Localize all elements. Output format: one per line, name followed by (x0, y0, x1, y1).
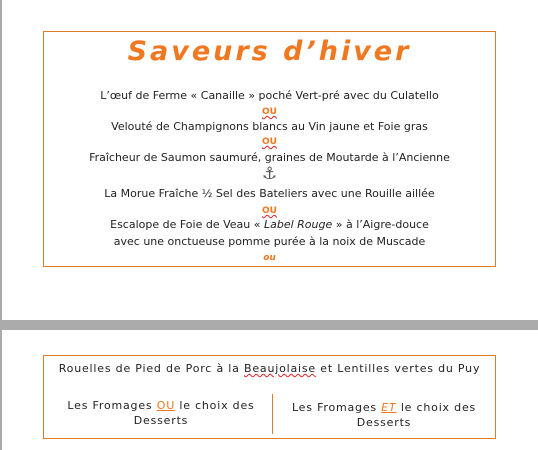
foie-veau-text-c: » à l’Aigre-douce (332, 218, 429, 231)
column-divider (272, 394, 273, 434)
menu-title: Saveurs d’hiver (127, 36, 412, 67)
right-text-a: Les Fromages (291, 401, 382, 414)
menu-item-saumon: Fraîcheur de Saumon saumuré, graines de Moutarde à l’Ancienne (89, 151, 450, 164)
cheese-dessert-box (43, 355, 496, 439)
menu-item-morue: La Morue Fraîche ½ Sel des Bateliers avec une Rouille aillée (104, 187, 435, 200)
menu-item-oeuf-text: L’œuf de Ferme « Canaille » poché Vert-pré avec du Culatello (100, 89, 439, 102)
right-et-text: ET (381, 401, 397, 414)
right-text-c: Desserts (356, 416, 412, 429)
menu-item-foie-veau (44, 218, 495, 231)
anchor-icon: ⚓ (261, 164, 278, 184)
pied-porc-text-a: Rouelles de Pied de Porc à la (58, 362, 244, 375)
ou-separator (44, 206, 495, 216)
ou-text: OU (262, 107, 277, 117)
left-text-a: Les Fromages (67, 399, 157, 412)
ou-separator (44, 137, 495, 147)
ou-separator (44, 107, 495, 117)
menu-item-pied-porc (44, 362, 495, 375)
ou-text: OU (262, 206, 277, 216)
option-fromages-ou-desserts (56, 398, 266, 428)
left-text-b: le choix des (175, 399, 255, 412)
ou-separator-lower: ou (263, 253, 276, 263)
menu-box (43, 31, 496, 267)
beaujolaise-text: Beaujolaise (243, 362, 316, 375)
menu-item-puree: avec une onctueuse pomme purée à la noix de Muscade (113, 235, 426, 248)
option-fromages-et-desserts (284, 400, 484, 430)
left-ou-text: OU (156, 399, 176, 412)
ou-text: OU (262, 137, 277, 147)
foie-veau-text-a: Escalope de Foie de Veau « (110, 218, 264, 231)
menu-item-veloute: Velouté de Champignons blancs au Vin jaune et Foie gras (111, 120, 428, 133)
document-page-1 (2, 0, 538, 320)
right-text-b: le choix des (396, 401, 477, 414)
label-rouge-text: Label Rouge (263, 218, 333, 231)
left-text-c: Desserts (133, 414, 189, 427)
document-page-2 (2, 330, 538, 450)
menu-item-oeuf (44, 89, 495, 102)
pied-porc-text-c: et Lentilles vertes du Puy (315, 362, 481, 375)
